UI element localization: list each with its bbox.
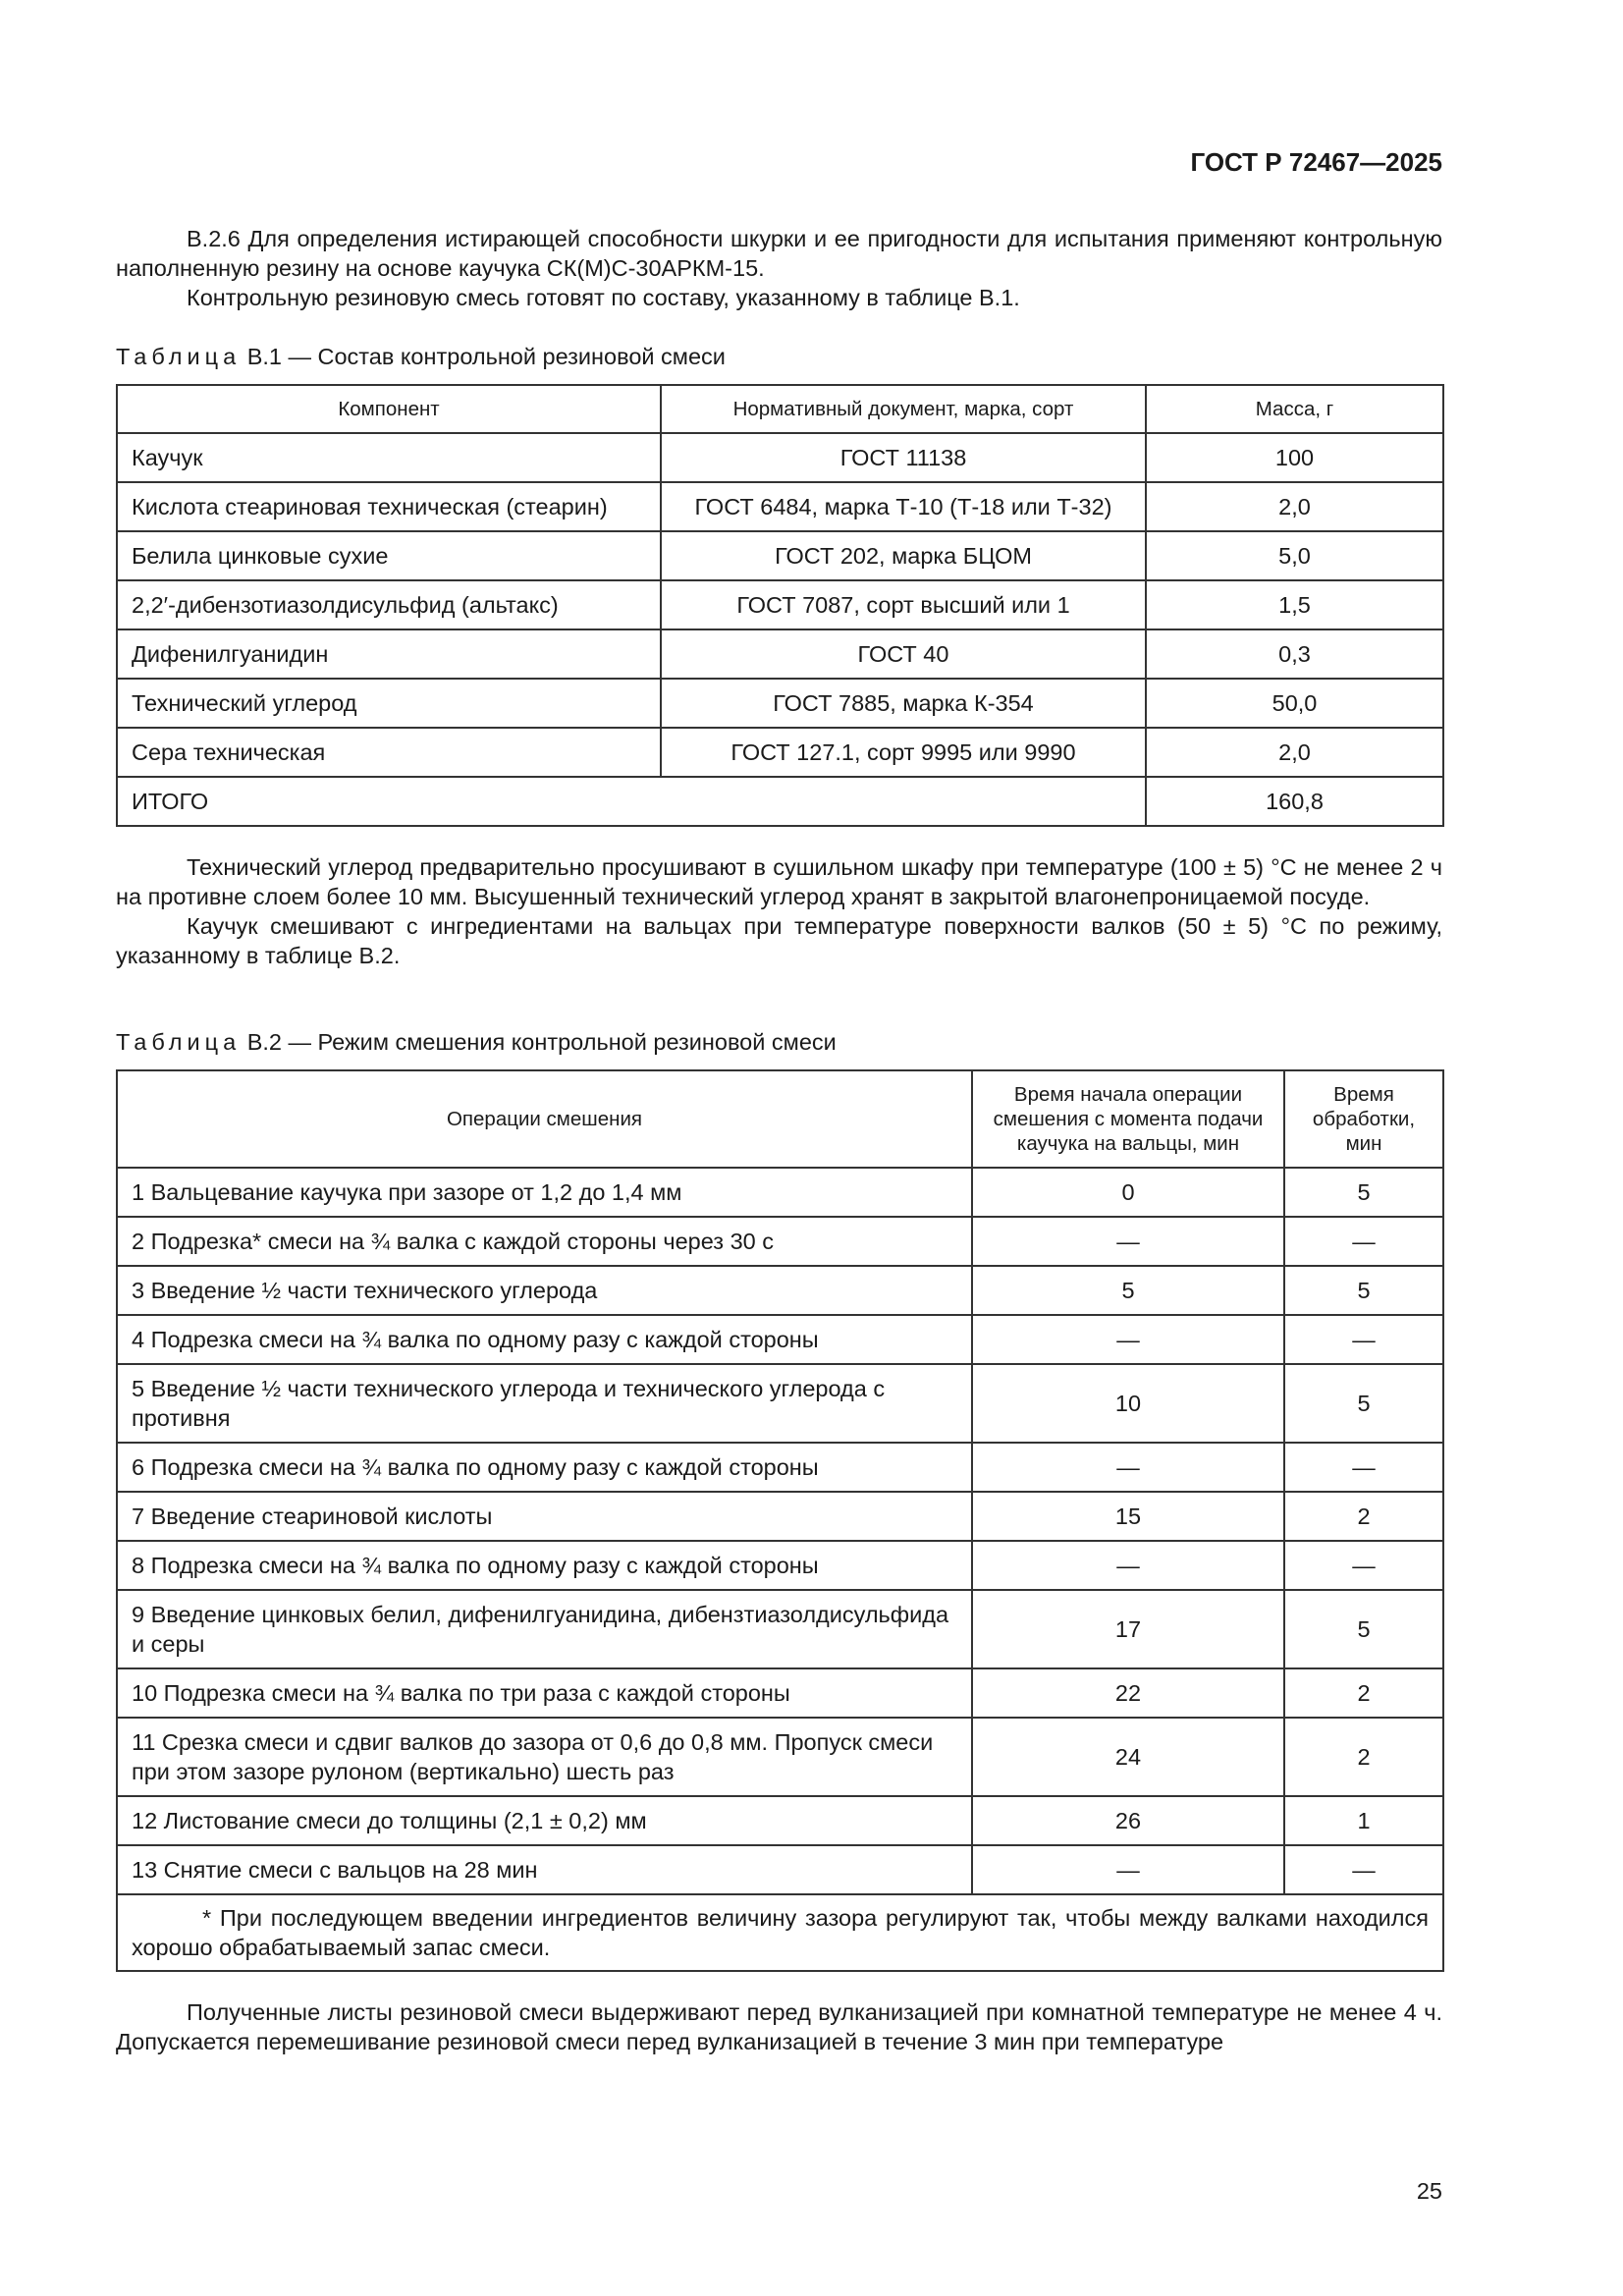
table-row [117,679,1443,728]
document-cell: ГОСТ 7885, марка К-354 [661,679,1146,728]
table-row [117,629,1443,679]
operation-cell: 3 Введение ½ части технического углерода [117,1266,972,1315]
start-time-cell: 26 [972,1796,1284,1845]
component-cell: Белила цинковые сухие [117,531,661,580]
intro-paragraph-2: Контрольную резиновую смесь готовят по составу, указанному в таблице В.1. [187,285,1020,310]
document-cell: ГОСТ 11138 [661,433,1146,482]
mass-cell: 50,0 [1146,679,1443,728]
table-row [117,531,1443,580]
total-value: 160,8 [1146,777,1443,826]
document-cell: ГОСТ 7087, сорт высший или 1 [661,580,1146,629]
table2-footnote-cell [117,1894,1443,1971]
processing-time-cell: 5 [1284,1266,1443,1315]
middle-section [116,852,1442,970]
table1-caption-text: В.1 — Состав контрольной резиновой смеси [246,344,726,369]
document-cell: ГОСТ 202, марка БЦОМ [661,531,1146,580]
processing-time-cell: 2 [1284,1718,1443,1796]
intro-section [116,224,1442,312]
processing-time-cell: 2 [1284,1492,1443,1541]
table2-caption-text: В.2 — Режим смешения контрольной резиновой смеси [246,1029,837,1055]
mass-cell: 5,0 [1146,531,1443,580]
table-row [117,1541,1443,1590]
operation-cell: 7 Введение стеариновой кислоты [117,1492,972,1541]
closing-paragraph-1: Полученные листы резиновой смеси выдерживают перед вулканизацией при комнатной температуре не менее 4 ч. Допускается перемешивание резиновой смеси перед вулканизацией в течение 3 мин при температуре [116,1999,1442,2054]
table-footnote-row [117,1894,1443,1971]
operation-cell: 12 Листование смеси до толщины (2,1 ± 0,2) мм [117,1796,972,1845]
closing-section [116,1997,1442,2056]
operation-cell: 2 Подрезка* смеси на ¾ валка с каждой стороны через 30 с [117,1217,972,1266]
table-row [117,433,1443,482]
processing-time-cell: — [1284,1443,1443,1492]
processing-time-cell: 5 [1284,1590,1443,1668]
intro-paragraph-1: В.2.6 Для определения истирающей способности шкурки и ее пригодности для испытания применяют контрольную наполненную резину на основе каучука СК(М)С-30АРКМ-15. [116,226,1442,281]
middle-paragraph-2: Каучук смешивают с ингредиентами на вальцах при температуре поверхности валков (50 ± 5) °С по режиму, указанному в таблице В.2. [116,913,1442,968]
table2-caption-prefix: Таблица [116,1029,242,1055]
mixing-table [116,1069,1444,1972]
component-cell: Кислота стеариновая техническая (стеарин) [117,482,661,531]
processing-time-cell: 1 [1284,1796,1443,1845]
table1-header-document: Нормативный документ, марка, сорт [661,385,1146,433]
table-row [117,1590,1443,1668]
component-cell: Сера техническая [117,728,661,777]
mass-cell: 2,0 [1146,728,1443,777]
table-row [117,728,1443,777]
mass-cell: 1,5 [1146,580,1443,629]
page-number: 25 [1416,2178,1442,2204]
operation-cell: 9 Введение цинковых белил, дифенилгуанидина, дибензтиазолдисульфида и серы [117,1590,972,1668]
component-cell: Технический углерод [117,679,661,728]
component-cell: Каучук [117,433,661,482]
table-row [117,1668,1443,1718]
table1-caption-prefix: Таблица [116,344,242,369]
table-row [117,1168,1443,1217]
table1-caption [116,344,726,370]
mass-cell: 0,3 [1146,629,1443,679]
table2-header-start-time: Время начала операции смешения с момента подачи каучука на вальцы, мин [972,1070,1284,1168]
table-row [117,1364,1443,1443]
table-row [117,1718,1443,1796]
table1-header-mass: Масса, г [1146,385,1443,433]
start-time-cell: — [972,1541,1284,1590]
start-time-cell: — [972,1217,1284,1266]
processing-time-cell: 5 [1284,1364,1443,1443]
document-cell: ГОСТ 6484, марка Т-10 (Т-18 или Т-32) [661,482,1146,531]
total-label: ИТОГО [117,777,1146,826]
start-time-cell: — [972,1845,1284,1894]
table-row [117,1443,1443,1492]
operation-cell: 5 Введение ½ части технического углерода и технического углерода с противня [117,1364,972,1443]
processing-time-cell: — [1284,1541,1443,1590]
middle-paragraph-1: Технический углерод предварительно просушивают в сушильном шкафу при температуре (100 ± 5) °С не менее 2 ч на противне слоем более 10 мм. Высушенный технический углерод хранят в закрытой влагонепроницаемой посуде. [116,854,1442,909]
start-time-cell: 10 [972,1364,1284,1443]
start-time-cell: 22 [972,1668,1284,1718]
operation-cell: 1 Вальцевание каучука при зазоре от 1,2 до 1,4 мм [117,1168,972,1217]
document-header: ГОСТ Р 72467—2025 [1190,147,1442,177]
table-row [117,580,1443,629]
processing-time-cell: 2 [1284,1668,1443,1718]
mass-cell: 100 [1146,433,1443,482]
table-total-row [117,777,1443,826]
table-row [117,1796,1443,1845]
operation-cell: 13 Снятие смеси с вальцов на 28 мин [117,1845,972,1894]
document-cell: ГОСТ 40 [661,629,1146,679]
start-time-cell: — [972,1443,1284,1492]
start-time-cell: — [972,1315,1284,1364]
processing-time-cell: — [1284,1315,1443,1364]
table-row [117,482,1443,531]
processing-time-cell: — [1284,1845,1443,1894]
start-time-cell: 24 [972,1718,1284,1796]
table2-header-operations: Операции смешения [117,1070,972,1168]
mass-cell: 2,0 [1146,482,1443,531]
processing-time-cell: — [1284,1217,1443,1266]
operation-cell: 11 Срезка смеси и сдвиг валков до зазора от 0,6 до 0,8 мм. Пропуск смеси при этом зазоре рулоном (вертикально) шесть раз [117,1718,972,1796]
table-row [117,1845,1443,1894]
table-row [117,1266,1443,1315]
table2-footnote: * При последующем введении ингредиентов величину зазора регулируют так, чтобы между валками находился хорошо обрабатываемый запас смеси. [132,1905,1429,1960]
start-time-cell: 17 [972,1590,1284,1668]
composition-table [116,384,1444,827]
table-row [117,1492,1443,1541]
operation-cell: 10 Подрезка смеси на ¾ валка по три раза с каждой стороны [117,1668,972,1718]
table2-caption [116,1029,837,1056]
component-cell: 2,2′-дибензотиазолдисульфид (альтакс) [117,580,661,629]
table-row [117,1217,1443,1266]
processing-time-cell: 5 [1284,1168,1443,1217]
operation-cell: 8 Подрезка смеси на ¾ валка по одному разу с каждой стороны [117,1541,972,1590]
table-row [117,1315,1443,1364]
operation-cell: 6 Подрезка смеси на ¾ валка по одному разу с каждой стороны [117,1443,972,1492]
document-cell: ГОСТ 127.1, сорт 9995 или 9990 [661,728,1146,777]
start-time-cell: 5 [972,1266,1284,1315]
operation-cell: 4 Подрезка смеси на ¾ валка по одному разу с каждой стороны [117,1315,972,1364]
table2-header-processing-time: Время обработки, мин [1284,1070,1443,1168]
start-time-cell: 15 [972,1492,1284,1541]
table1-header-component: Компонент [117,385,661,433]
component-cell: Дифенилгуанидин [117,629,661,679]
start-time-cell: 0 [972,1168,1284,1217]
